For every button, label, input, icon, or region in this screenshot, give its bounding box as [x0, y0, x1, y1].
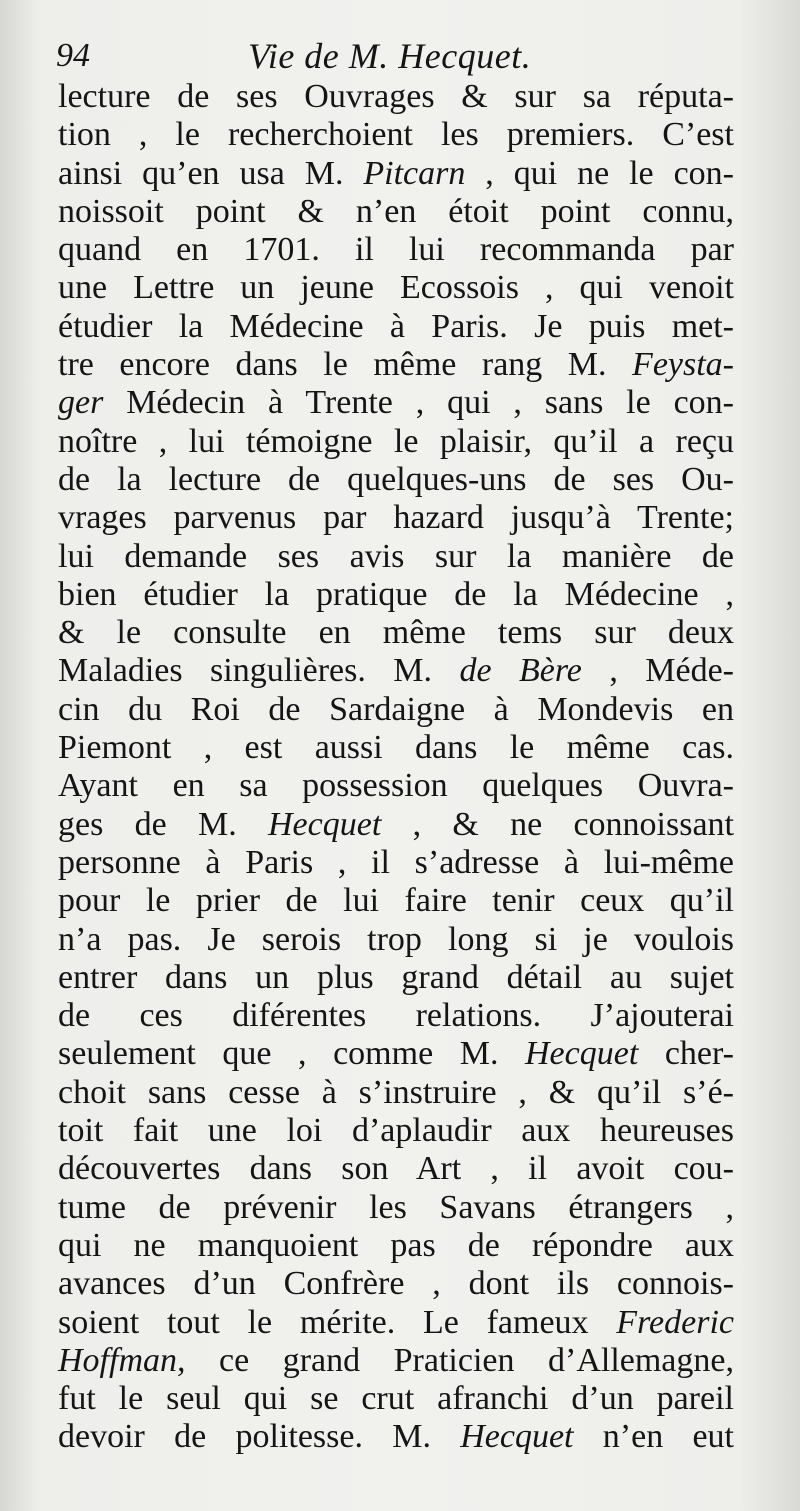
text-segment: devoir de politesse. M. — [58, 1418, 461, 1456]
text-line — [58, 844, 734, 882]
text-segment: noissoit point & n’en étoit point connu, — [58, 192, 734, 230]
text-segment: Maladies singulières. M. — [58, 652, 460, 690]
text-line — [58, 499, 734, 537]
text-line — [58, 806, 734, 844]
text-segment: pour le prier de lui faire tenir ceux qu’il — [58, 882, 734, 920]
running-title: Vie de M. Hecquet. — [248, 36, 532, 76]
text-segment: qui ne manquoient pas de répondre aux — [58, 1226, 734, 1264]
text-line — [58, 308, 734, 346]
text-line — [58, 193, 734, 231]
text-segment: personne à Paris , il s’adresse à lui-même — [58, 843, 734, 881]
italic-segment: de Bère — [459, 652, 582, 690]
italic-segment: Hecquet — [268, 805, 382, 843]
text-segment: lecture de ses Ouvrages & sur sa réputa- — [58, 78, 734, 115]
text-line — [58, 423, 734, 461]
text-line — [58, 1035, 734, 1073]
italic-segment: Feysta- — [632, 346, 734, 384]
text-line — [58, 1189, 734, 1227]
text-line — [58, 1227, 734, 1265]
text-line — [58, 614, 734, 652]
text-line — [58, 1304, 734, 1342]
text-segment: noître , lui témoigne le plaisir, qu’il a reçu — [58, 422, 734, 460]
text-segment: étudier la Médecine à Paris. Je puis met- — [58, 307, 734, 345]
text-line — [58, 652, 734, 690]
italic-segment: Frederic — [616, 1303, 734, 1341]
text-line — [58, 882, 734, 920]
page-number: 94 — [56, 37, 90, 74]
page-header — [56, 36, 746, 76]
text-segment: lui demande ses avis sur la manière de — [58, 537, 734, 575]
text-segment: , & ne connoissant — [381, 805, 734, 843]
text-segment: avances d’un Confrère , dont ils connois- — [58, 1265, 734, 1303]
body-text — [58, 78, 734, 1457]
text-line — [58, 729, 734, 767]
text-line — [58, 959, 734, 997]
text-segment: bien étudier la pratique de la Médecine , — [58, 575, 734, 613]
text-segment: soient tout le mérite. Le fameux — [58, 1303, 617, 1341]
text-segment: de ces diférentes relations. J’ajouterai — [58, 997, 734, 1035]
text-line — [58, 269, 734, 307]
text-segment: Piemont , est aussi dans le même cas. — [58, 729, 734, 767]
italic-segment: Hoffman, — [58, 1341, 186, 1379]
text-segment: tume de prévenir les Savans étrangers , — [58, 1188, 734, 1226]
text-line — [58, 384, 734, 422]
text-line — [58, 576, 734, 614]
text-segment: tre encore dans le même rang M. — [58, 346, 633, 384]
text-line — [58, 767, 734, 805]
text-line — [58, 538, 734, 576]
italic-segment: Pitcarn — [363, 154, 466, 192]
text-segment: ainsi qu’en usa M. — [58, 154, 364, 192]
text-line — [58, 116, 734, 154]
text-segment: seulement que , comme M. — [58, 1035, 525, 1073]
text-line — [58, 1150, 734, 1188]
text-segment: cher- — [638, 1035, 734, 1073]
text-segment: vrages parvenus par hazard jusqu’à Trente; — [58, 499, 734, 537]
text-segment: n’en eut — [573, 1418, 734, 1456]
text-line — [58, 155, 734, 193]
italic-segment: ger — [58, 384, 104, 422]
text-segment: choit sans cesse à s’instruire , & qu’il s’é- — [58, 1073, 734, 1111]
text-line — [58, 461, 734, 499]
text-segment: , qui ne le con- — [465, 154, 734, 192]
text-segment: toit fait une loi d’aplaudir aux heureuses — [58, 1112, 734, 1150]
text-line — [58, 1074, 734, 1112]
text-segment: n’a pas. Je serois trop long si je voulois — [58, 920, 734, 958]
text-line — [58, 1265, 734, 1303]
text-segment: Ayant en sa possession quelques Ouvra- — [58, 767, 734, 805]
text-segment: Médecin à Trente , qui , sans le con- — [103, 384, 734, 422]
text-segment: & le consulte en même tems sur deux — [58, 614, 734, 652]
italic-segment: Hecquet — [460, 1418, 574, 1456]
text-line — [58, 997, 734, 1035]
text-segment: fut le seul qui se crut afranchi d’un pareil — [58, 1380, 734, 1418]
text-segment: cin du Roi de Sardaigne à Mondevis en — [58, 690, 734, 728]
text-segment: de la lecture de quelques-uns de ses Ou- — [58, 460, 734, 498]
text-line — [58, 1418, 734, 1456]
text-line — [58, 78, 734, 116]
text-segment: ce grand Praticien d’Allemagne, — [185, 1341, 734, 1379]
text-line — [58, 1112, 734, 1150]
text-segment: , Méde- — [581, 652, 734, 690]
italic-segment: Hecquet — [525, 1035, 639, 1073]
text-line — [58, 691, 734, 729]
text-segment: tion , le recherchoient les premiers. C’est — [58, 116, 734, 154]
text-segment: ges de M. — [58, 805, 268, 843]
text-line — [58, 231, 734, 269]
text-line — [58, 1342, 734, 1380]
text-segment: une Lettre un jeune Ecossois , qui venoit — [58, 269, 734, 307]
text-line — [58, 921, 734, 959]
text-line — [58, 346, 734, 384]
text-segment: quand en 1701. il lui recommanda par — [58, 231, 734, 269]
text-line — [58, 1380, 734, 1418]
text-segment: entrer dans un plus grand détail au sujet — [58, 958, 734, 996]
text-segment: découvertes dans son Art , il avoit cou- — [58, 1150, 734, 1188]
